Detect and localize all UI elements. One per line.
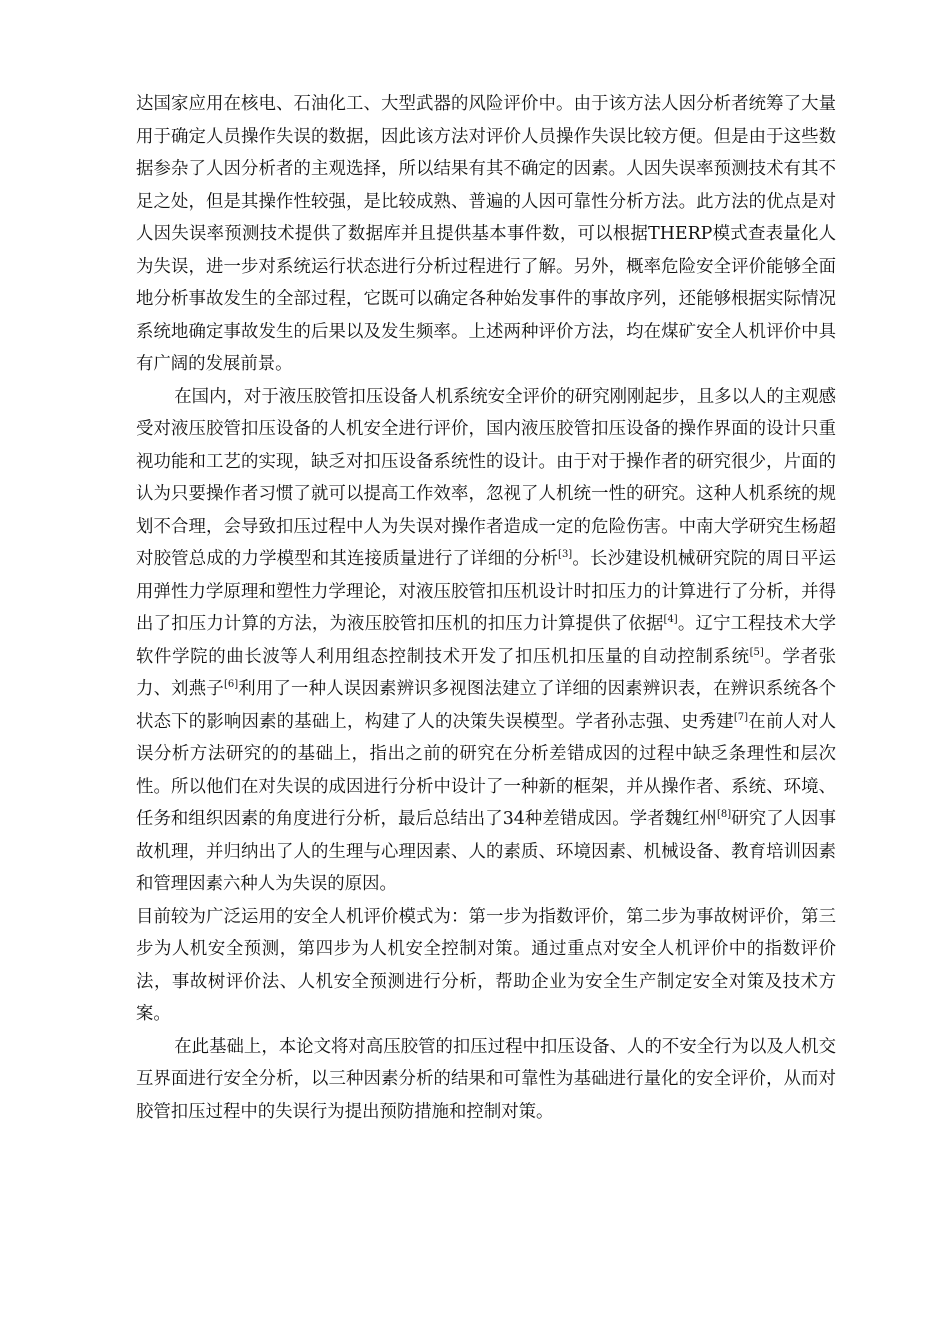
paragraph-text: 。学者张力、刘燕子: [136, 646, 836, 699]
paragraph-text: 在前人对人误分析方法研究的的基础上，指出之前的研究在分析差错成因的过程中缺乏条理性和层次性。所以他们在对失误的成因进行分析中设计了一种新的框架，并从操作者、系统、环境、任务和组织因素的角度进行分析，最后总结出了34种差错成因。学者魏红州: [136, 711, 836, 829]
citation-5: [5]: [749, 646, 764, 658]
paragraph-text: 达国家应用在核电、石油化工、大型武器的风险评价中。由于该方法人因分析者统筹了大量用于确定人员操作失误的数据，因此该方法对评价人员操作失误比较方便。但是由于这些数据参杂了人因分析者的主观选择，所以结果有其不确定的因素。人因失误率预测技术有其不足之处，但是其操作性较强，是比较成熟、普遍的人因可靠性分析方法。此方法的优点是对人因失误率预测技术提供了数据库并且提供基本事件数，可以根据THERP模式查表量化人为失误，进一步对系统运行状态进行分析过程进行了解。另外，概率危险安全评价能够全面地分析事故发生的全部过程，它既可以确定各种始发事件的事故序列，还能够根据实际情况系统地确定事故发生的后果以及发生频率。上述两种评价方法，均在煤矿安全人机评价中具有广阔的发展前景。: [136, 94, 836, 374]
paragraph-1: [136, 88, 836, 381]
paragraph-2: [136, 381, 836, 901]
paragraph-text: 在国内，对于液压胶管扣压设备人机系统安全评价的研究刚刚起步，且多以人的主观感受对液压胶管扣压设备的人机安全进行评价，国内液压胶管扣压设备的操作界面的设计只重视功能和工艺的实现，缺乏对扣压设备系统性的设计。由于对于操作者的研究很少，片面的认为只要操作者习惯了就可以提高工作效率，忽视了人机统一性的研究。这种人机系统的规划不合理，会导致扣压过程中人为失误对操作者造成一定的危险伤害。中南大学研究生杨超对胶管总成的力学模型和其连接质量进行了详细的分析: [136, 386, 836, 569]
paragraph-text: 在此基础上，本论文将对高压胶管的扣压过程中扣压设备、人的不安全行为以及人机交互界面进行安全分析，以三种因素分析的结果和可靠性为基础进行量化的安全评价，从而对胶管扣压过程中的失误行为提出预防措施和控制对策。: [136, 1036, 836, 1122]
document-page: [136, 88, 836, 1128]
paragraph-text: 目前较为广泛运用的安全人机评价模式为：第一步为指数评价，第二步为事故树评价，第三步为人机安全预测，第四步为人机安全控制对策。通过重点对安全人机评价中的指数评价法，事故树评价法、人机安全预测进行分析，帮助企业为安全生产制定安全对策及技术方案。: [136, 906, 836, 1024]
citation-7: [7]: [733, 711, 749, 723]
paragraph-3: [136, 901, 836, 1031]
paragraph-text: 。长沙建设机械研究院的周日平运用弹性力学原理和塑性力学理论，对液压胶管扣压机设计时扣压力的计算进行了分析，并得出了扣压力计算的方法，为液压胶管扣压机的扣压力计算提供了依据: [136, 549, 836, 634]
citation-8: [8]: [717, 809, 732, 820]
citation-4: [4]: [663, 614, 678, 625]
paragraph-4: [136, 1031, 836, 1129]
paragraph-text: 研究了人因事故机理，并归纳出了人的生理与心理因素、人的素质、环境因素、机械设备、教育培训因素和管理因素六种人为失误的原因。: [136, 809, 836, 894]
citation-6: [6]: [223, 679, 239, 690]
paragraph-text: 利用了一种人误因素辨识多视图法建立了详细的因素辨识表，在辨识系统各个状态下的影响因素的基础上，构建了人的决策失误模型。学者孙志强、史秀建: [136, 679, 836, 732]
paragraph-text: 。辽宁工程技术大学软件学院的曲长波等人利用组态控制技术开发了扣压机扣压量的自动控制系统: [136, 614, 836, 667]
citation-3: [3]: [558, 549, 573, 560]
